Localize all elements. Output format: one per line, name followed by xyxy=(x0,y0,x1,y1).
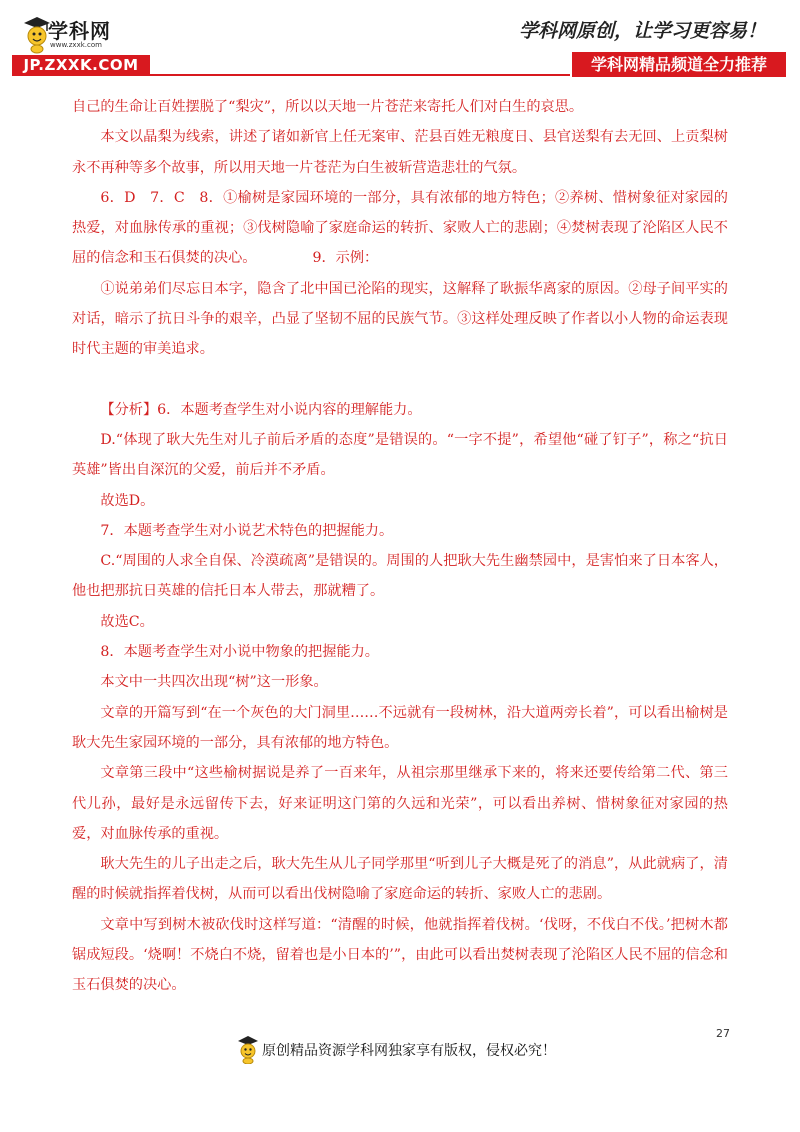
page-number: 27 xyxy=(716,1027,730,1040)
site-link[interactable]: JP.ZXXK.COM xyxy=(12,55,150,76)
copyright-notice: 原创精品资源学科网独家享有版权，侵权必究！ xyxy=(262,1043,556,1059)
answer-key-text: 6．D 7．C 8．①榆树是家园环境的一部分，具有浓郁的地方特色；②养树、惜树象征对家园的热爱，对血脉传承的重视；③伐树隐喻了家庭命运的转折、家败人亡的悲剧；④焚树表现了沦陷区人民不屈的信念和玉石俱焚的决心。 xyxy=(72,189,728,267)
header-divider xyxy=(150,74,570,76)
logo-title: 学科网 xyxy=(48,19,111,43)
answer-key-example-label: 9．示例： xyxy=(312,250,379,267)
paragraph: 自己的生命让百姓摆脱了“梨灾”，所以以天地一片苍茫来寄托人们对白生的哀思。 xyxy=(72,99,584,115)
page-header xyxy=(0,0,800,80)
paragraph: D.“体现了耿大先生对儿子前后矛盾的态度”是错误的。“一字不提”，希望他“碰了钉子”，称之“抗日英雄”皆出自深沉的父爱，前后并不矛盾。 xyxy=(72,431,728,479)
header-slogan: 学科网原创，让学习更容易！ xyxy=(518,20,766,42)
paragraph: 本文以晶梨为线索，讲述了诸如新官上任无案审、茫县百姓无粮度日、县官送梨有去无回、上贡梨树永不再种等多个故事，所以用天地一片苍茫为白生被斩营造悲壮的气氛。 xyxy=(72,129,728,176)
paragraph: 文章中写到树木被砍伐时这样写道：“清醒的时候，他就指挥着伐树。‘伐呀，不伐白不伐。’把树木都锯成短段。‘烧啊！不烧白不烧，留着也是小日本的’”，由此可以看出焚树表现了沦陷区人民不屈的信念和玉石俱焚的决心。 xyxy=(72,916,728,994)
paragraph: 文章第三段中“这些榆树据说是养了一百来年，从祖宗那里继承下来的，将来还要传给第二代、第三代儿孙，最好是永远留传下去，好来证明这门第的久远和光荣”，可以看出养树、惜树象征对家园的热爱，对血脉传承的重视。 xyxy=(72,765,728,842)
paragraph: 故选C。 xyxy=(100,613,154,630)
paragraph: C.“周围的人求全自保、冷漠疏离”是错误的。周围的人把耿大先生幽禁园中，是害怕来了日本客人，他也把那抗日英雄的信托日本人带去，那就糟了。 xyxy=(72,553,728,600)
paragraph: 7．本题考查学生对小说艺术特色的把握能力。 xyxy=(100,522,394,539)
answer-content xyxy=(72,92,728,1001)
paragraph: 故选D。 xyxy=(100,492,155,509)
paragraph: 8．本题考查学生对小说中物象的把握能力。 xyxy=(100,644,379,661)
logo-url: www.zxxk.com xyxy=(50,41,102,49)
paragraph: ①说弟弟们尽忘日本字，隐含了北中国已沦陷的现实，这解释了耿振华离家的原因。②母子间平实的对话，暗示了抗日斗争的艰辛，凸显了坚韧不屈的民族气节。③这样处理反映了作者以小人物的命运表现时代主题的审美追求。 xyxy=(72,280,728,358)
paragraph: 文章的开篇写到“在一个灰色的大门洞里……不远就有一段树林，沿大道两旁长着”，可以看出榆树是耿大先生家园环境的一部分，具有浓郁的地方特色。 xyxy=(72,704,728,751)
paragraph: 耿大先生的儿子出走之后，耿大先生从儿子同学那里“听到儿子大概是死了的消息”，从此就病了，清醒的时候就指挥着伐树，从而可以看出伐树隐喻了家庭命运的转折、家败人亡的悲剧。 xyxy=(72,856,728,903)
answer-key-paragraph xyxy=(72,183,728,274)
mascot-icon xyxy=(236,1034,260,1064)
paragraph: 本文中一共四次出现“树”这一形象。 xyxy=(100,674,328,691)
analysis-heading: 【分析】6．本题考查学生对小说内容的理解能力。 xyxy=(100,401,422,418)
channel-banner: 学科网精品频道全力推荐 xyxy=(572,52,786,77)
